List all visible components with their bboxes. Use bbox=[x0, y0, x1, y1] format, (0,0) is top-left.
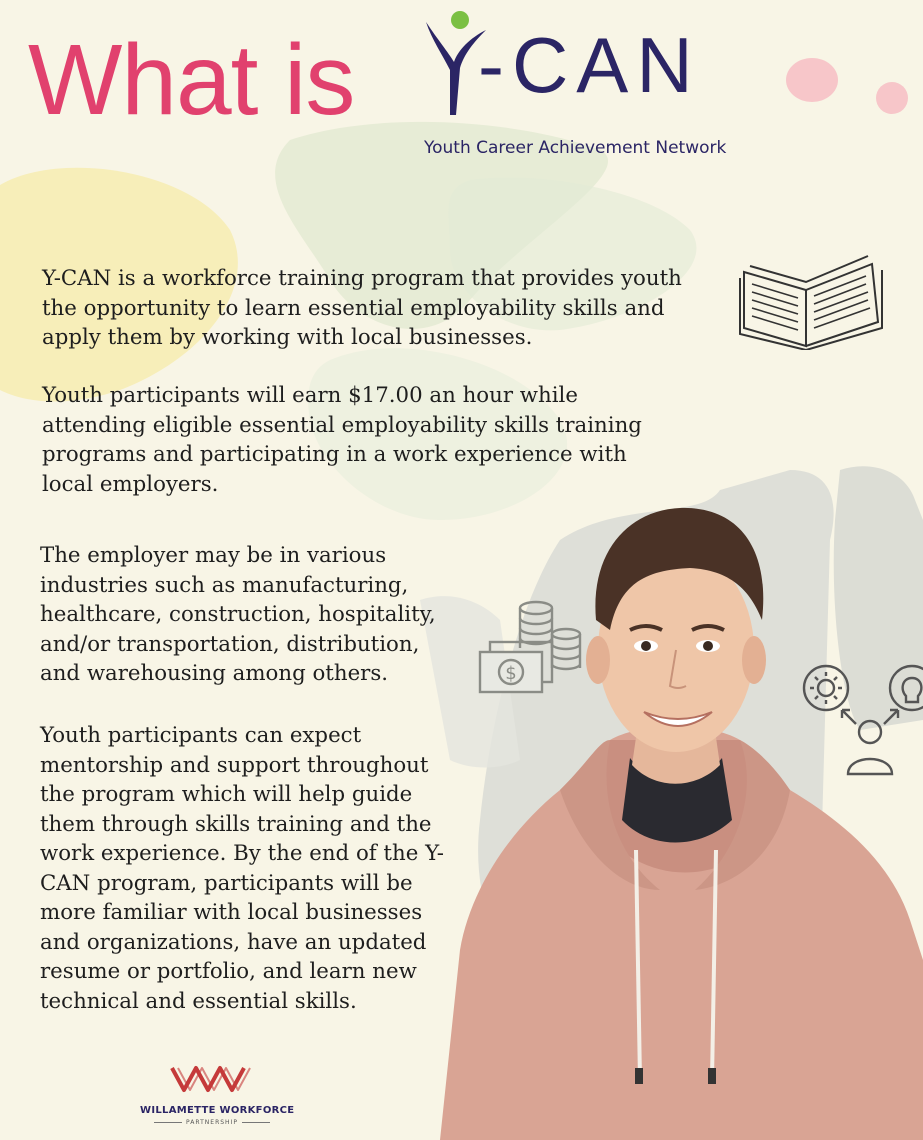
youth-photo bbox=[440, 490, 923, 1140]
page-title-prefix: What is bbox=[28, 24, 355, 136]
org-name: WILLAMETTE WORKFORCE bbox=[140, 1105, 295, 1116]
intro-paragraph: Y-CAN is a workforce training program that provides youth the opportunity to learn essential employability skills and apply them by working with local businesses. bbox=[42, 266, 682, 350]
open-book-icon bbox=[736, 242, 884, 350]
mentorship-paragraph: Youth participants can expect mentorship and support throughout the program which will help guide them through skills training and the work experience. By the end of the Y-CAN program, participants will be more familiar with local businesses and organizations, have an updated resume or portfolio, and learn new technical and essential skills. bbox=[40, 723, 444, 1014]
willamette-logo-icon bbox=[132, 1060, 292, 1100]
svg-text:$: $ bbox=[505, 663, 517, 684]
wage-paragraph: Youth participants will earn $17.00 an hour while attending eligible essential employability skills training programs and participating in a work experience with local employers. bbox=[42, 383, 642, 497]
ycan-subtitle: Youth Career Achievement Network bbox=[424, 138, 727, 158]
ycan-logo-text: -CAN bbox=[478, 21, 701, 109]
industries-paragraph: The employer may be in various industries such as manufacturing, healthcare, construction, hospitality, and/or transportation, distribution, and warehousing among others. bbox=[40, 543, 436, 686]
org-subtitle: PARTNERSHIP bbox=[146, 1119, 278, 1126]
